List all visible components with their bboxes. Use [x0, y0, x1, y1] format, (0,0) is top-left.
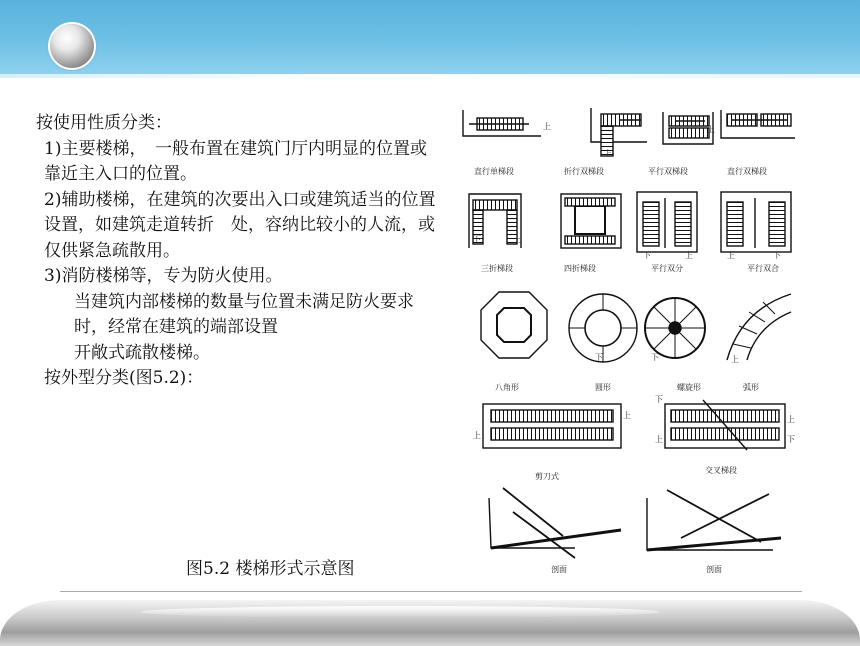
mark-down: 下	[643, 251, 651, 260]
straight-single-plan	[463, 110, 541, 136]
four-fold-plan	[561, 194, 621, 248]
footer-divider	[60, 591, 802, 592]
mark-up: 上	[473, 431, 481, 440]
label-section-1: 剖面	[551, 565, 567, 574]
paragraph-main-stair: 1)主要楼梯， 一般布置在建筑门厅内明显的位置或靠近主入口的位置。	[44, 138, 427, 184]
mark-up: 上	[787, 415, 795, 424]
paragraph-fire-requirement: 当建筑内部楼梯的数量与位置未满足防火要求时，经常在建筑的端部设置	[74, 291, 414, 337]
label-arc: 弧形	[743, 383, 759, 392]
mark-up: 上	[727, 251, 735, 260]
slide-body	[36, 111, 440, 392]
arc-plan	[727, 294, 791, 360]
mark-up: 上	[707, 125, 715, 134]
mark-down: 下	[473, 235, 481, 244]
mark-down: 下	[773, 251, 781, 260]
section-1	[489, 488, 621, 558]
circular-plan	[569, 294, 637, 362]
paragraph-open-stair: 开敞式疏散楼梯。	[74, 342, 210, 363]
stair-types-figure	[451, 98, 804, 584]
label-cross: 交叉梯段	[705, 466, 737, 475]
mark-up: 上	[731, 355, 739, 364]
parallel-merge-plan	[721, 192, 791, 252]
cross-plan	[665, 400, 785, 450]
footer-highlight	[140, 606, 660, 618]
paragraph-classify-by-use: 按使用性质分类：	[36, 113, 172, 133]
label-scissor: 剪刀式	[535, 472, 559, 481]
stair-diagram	[451, 98, 804, 584]
label-four-fold: 四折梯段	[564, 264, 596, 273]
section-2	[647, 490, 781, 550]
octagonal-plan	[481, 292, 547, 358]
mark-up: 上	[513, 235, 521, 244]
label-section-2: 剖面	[706, 565, 722, 574]
label-folded-double: 折行双梯段	[564, 167, 604, 176]
mark-up: 上	[604, 149, 612, 158]
parallel-double-plan	[663, 112, 713, 144]
folded-double-plan	[591, 108, 647, 156]
label-parallel-double: 平行双梯段	[648, 167, 688, 176]
label-straight-multi: 直行双梯段	[727, 167, 767, 176]
decorative-orb-icon	[50, 24, 94, 68]
paragraph-fire-stair: 3)消防楼梯等，专为防火使用。	[44, 266, 283, 286]
mark-up: 上	[685, 251, 693, 260]
label-parallel-split: 平行双分	[651, 264, 683, 273]
mark-down: 下	[655, 395, 663, 404]
mark-up: 上	[623, 411, 631, 420]
paragraph-auxiliary-stair: 2)辅助楼梯，在建筑的次要出入口或建筑适当的位置设置，如建筑走道转折 处，容纳比较小的人流，或仅供紧急疏散用。	[44, 189, 436, 261]
label-straight-single: 直行单梯段	[474, 167, 514, 176]
label-circular: 圆形	[595, 383, 611, 392]
label-three-fold: 三折梯段	[481, 264, 513, 273]
mark-down: 下	[787, 435, 795, 444]
scissor-plan	[483, 404, 621, 448]
straight-multi-plan	[721, 110, 795, 138]
header-bar	[0, 0, 860, 74]
label-octagonal: 八角形	[495, 383, 519, 392]
header-divider	[0, 74, 860, 78]
label-spiral: 螺旋形	[677, 383, 701, 392]
mark-up: 上	[543, 122, 551, 131]
mark-down: 下	[651, 353, 659, 362]
mark-down: 下	[595, 353, 603, 362]
label-parallel-merge: 平行双合	[747, 264, 779, 273]
figure-caption: 图5.2 楼梯形式示意图	[186, 559, 355, 579]
mark-up: 上	[655, 435, 663, 444]
parallel-split-plan	[637, 192, 697, 252]
spiral-plan	[645, 298, 705, 358]
paragraph-classify-by-shape: 按外型分类(图5.2)：	[44, 368, 204, 388]
